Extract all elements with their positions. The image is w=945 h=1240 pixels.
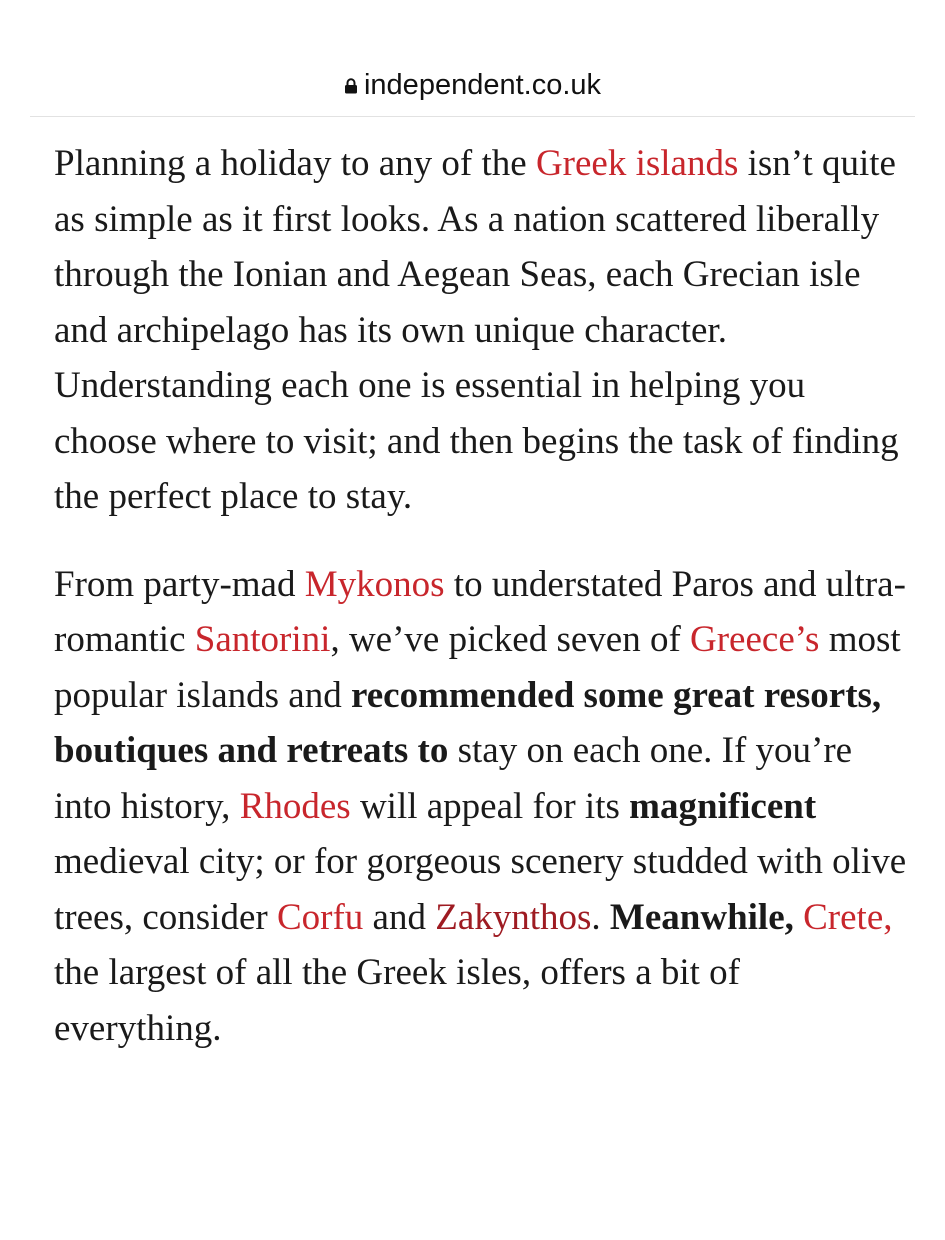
bold-text: Meanwhile, [609, 896, 794, 938]
text-run: isn’t quite as simple as it first looks. As a nation scattered liberally through the Ionian and Aegean Seas, each Grecian isle and archipelago has its own unique character. Understanding each one is essential in helping you choose where to visit; and then begins the task of finding the perfect place to stay. [54, 143, 899, 517]
address-bar[interactable] [0, 62, 945, 108]
text-run: medieval city; or for gorgeous scenery studded with olive trees, consider [54, 841, 907, 938]
bold-text: recommended some great resorts, boutiques and retreats to [54, 674, 882, 771]
text-run: will appeal for its [350, 785, 630, 827]
text-run: and [363, 896, 436, 938]
paragraph-islands [54, 557, 914, 1057]
text-run [794, 897, 803, 938]
url-text: independent.co.uk [363, 68, 602, 101]
link-greek-islands[interactable]: Greek islands [535, 143, 739, 184]
link-corfu[interactable]: Corfu [276, 896, 364, 938]
address-bar-divider [30, 116, 915, 117]
paragraph-intro [54, 136, 914, 525]
link-rhodes[interactable]: Rhodes [239, 785, 351, 827]
text-run: Planning a holiday to any of the [54, 143, 536, 184]
text-run: most popular islands and [54, 619, 901, 716]
article-body [54, 136, 914, 1088]
text-run: , we’ve picked seven of [330, 619, 691, 660]
text-run: . [591, 896, 610, 938]
link-crete[interactable]: Crete, [803, 896, 893, 938]
link-greece[interactable]: Greece’s [690, 619, 820, 660]
link-zakynthos[interactable]: Zakynthos [435, 896, 592, 938]
text-run: stay on each one. If you’re into history, [54, 730, 853, 827]
text-run: the largest of all the Greek isles, offers a bit of everything. [54, 952, 740, 1049]
bold-text: magnificent [629, 785, 817, 827]
text-run: From party-mad [54, 563, 305, 605]
text-run: to understated Paros and ultra-romantic [54, 563, 906, 660]
link-mykonos[interactable]: Mykonos [304, 563, 445, 605]
link-santorini[interactable]: Santorini [194, 619, 331, 660]
lock-icon [344, 78, 358, 94]
